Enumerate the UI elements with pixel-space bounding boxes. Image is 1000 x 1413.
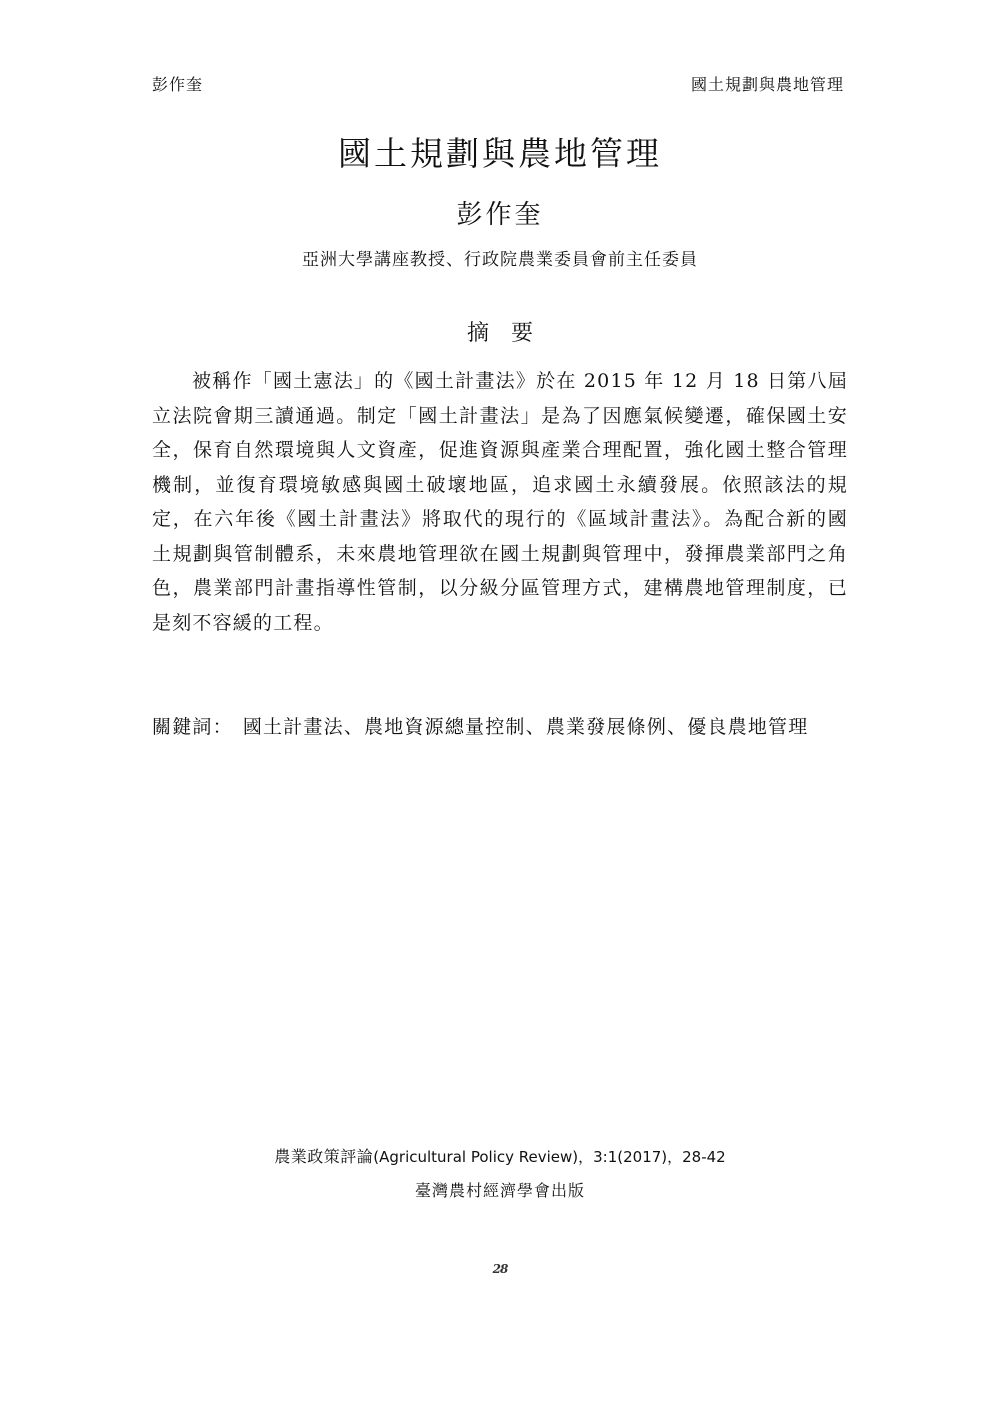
author-name: 彭作奎 — [456, 200, 544, 230]
journal-volume-info: (Agricultural Policy Review)，3:1(2017)，28-42 — [373, 1148, 726, 1166]
journal-citation — [0, 1144, 1000, 1167]
abstract-body: 被稱作「國土憲法」的《國土計畫法》於在 2015 年 12 月 18 日第八屆立法院會期三讀通過。制定「國土計畫法」是為了因應氣候變遷，確保國土安全，保育自然環境與人文資產，促進資源與產業合理配置，強化國土整合管理機制，並復育環境敏感與國土破壞地區，追求國土永續發展。依照該法的規定，在六年後《國土計畫法》將取代的現行的《區域計畫法》。為配合新的國土規劃與管制體系，未來農地管理欲在國土規劃與管理中，發揮農業部門之角色，農業部門計畫指導性管制，以分級分區管理方式，建構農地管理制度，已是刻不容緩的工程。 — [152, 370, 848, 634]
running-header-author: 彭作奎 — [152, 75, 204, 94]
author-affiliation: 亞洲大學講座教授、行政院農業委員會前主任委員 — [302, 250, 698, 270]
page-number: 28 — [492, 1262, 508, 1276]
paper-title: 國土規劃與農地管理 — [338, 134, 662, 173]
publisher: 臺灣農村經濟學會出版 — [414, 1181, 585, 1200]
keywords-list: 國土計畫法、農地資源總量控制、農業發展條例、優良農地管理 — [242, 716, 809, 738]
abstract-heading: 摘要 — [466, 321, 555, 346]
keywords-label: 關鍵詞： — [152, 716, 233, 738]
running-header-title: 國土規劃與農地管理 — [690, 75, 844, 94]
keywords — [152, 712, 852, 739]
journal-name: 農業政策評論 — [274, 1147, 374, 1166]
